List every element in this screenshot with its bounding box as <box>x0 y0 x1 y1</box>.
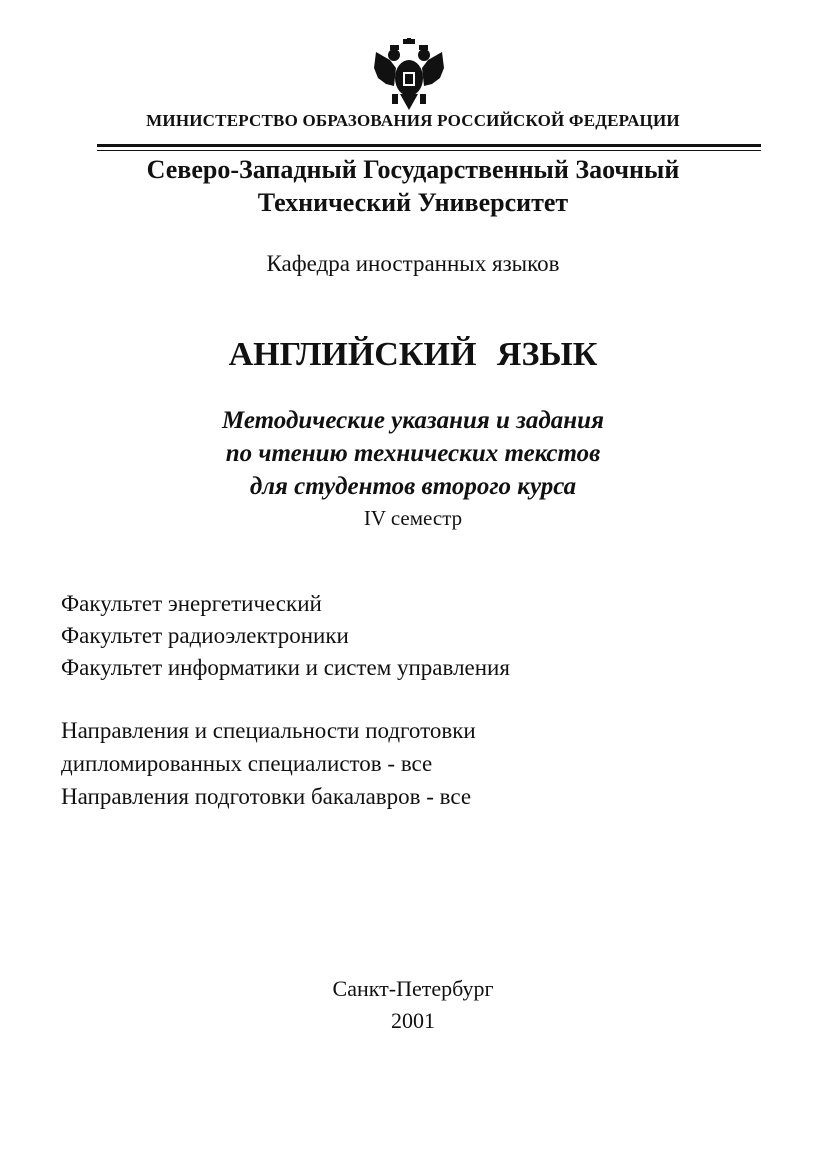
direction-item: Направления и специальности подготовки <box>61 718 476 743</box>
faculty-list <box>61 588 510 684</box>
directions-list <box>61 714 476 813</box>
faculty-item: Факультет информатики и систем управления <box>61 655 510 680</box>
ministry-name: МИНИСТЕРСТВО ОБРАЗОВАНИЯ РОССИЙСКОЙ ФЕДЕРАЦИИ <box>146 111 680 130</box>
subtitle-line-3: для студентов второго курса <box>249 473 577 500</box>
document-title: АНГЛИЙСКИЙ ЯЗЫК <box>228 336 598 373</box>
university-name <box>0 153 826 219</box>
document-subtitle <box>0 404 826 503</box>
university-name-line-2: Технический Университет <box>257 188 569 217</box>
header-divider-thin <box>97 150 761 151</box>
publication-city: Санкт-Петербург <box>332 976 494 1001</box>
semester: IV семестр <box>363 506 463 530</box>
publication-year: 2001 <box>391 1008 435 1033</box>
subtitle-line-1: Методические указания и задания <box>222 407 604 434</box>
direction-item: Направления подготовки бакалавров - все <box>61 784 472 809</box>
direction-item: дипломированных специалистов - все <box>61 751 433 776</box>
double-headed-eagle-icon <box>372 38 446 116</box>
subtitle-line-2: по чтению технических текстов <box>225 440 601 467</box>
faculty-item: Факультет радиоэлектроники <box>61 623 349 648</box>
header-divider-thick <box>97 144 761 147</box>
faculty-item: Факультет энергетический <box>61 591 322 616</box>
university-name-line-1: Северо-Западный Государственный Заочный <box>146 155 680 184</box>
department-name: Кафедра иностранных языков <box>266 251 560 276</box>
